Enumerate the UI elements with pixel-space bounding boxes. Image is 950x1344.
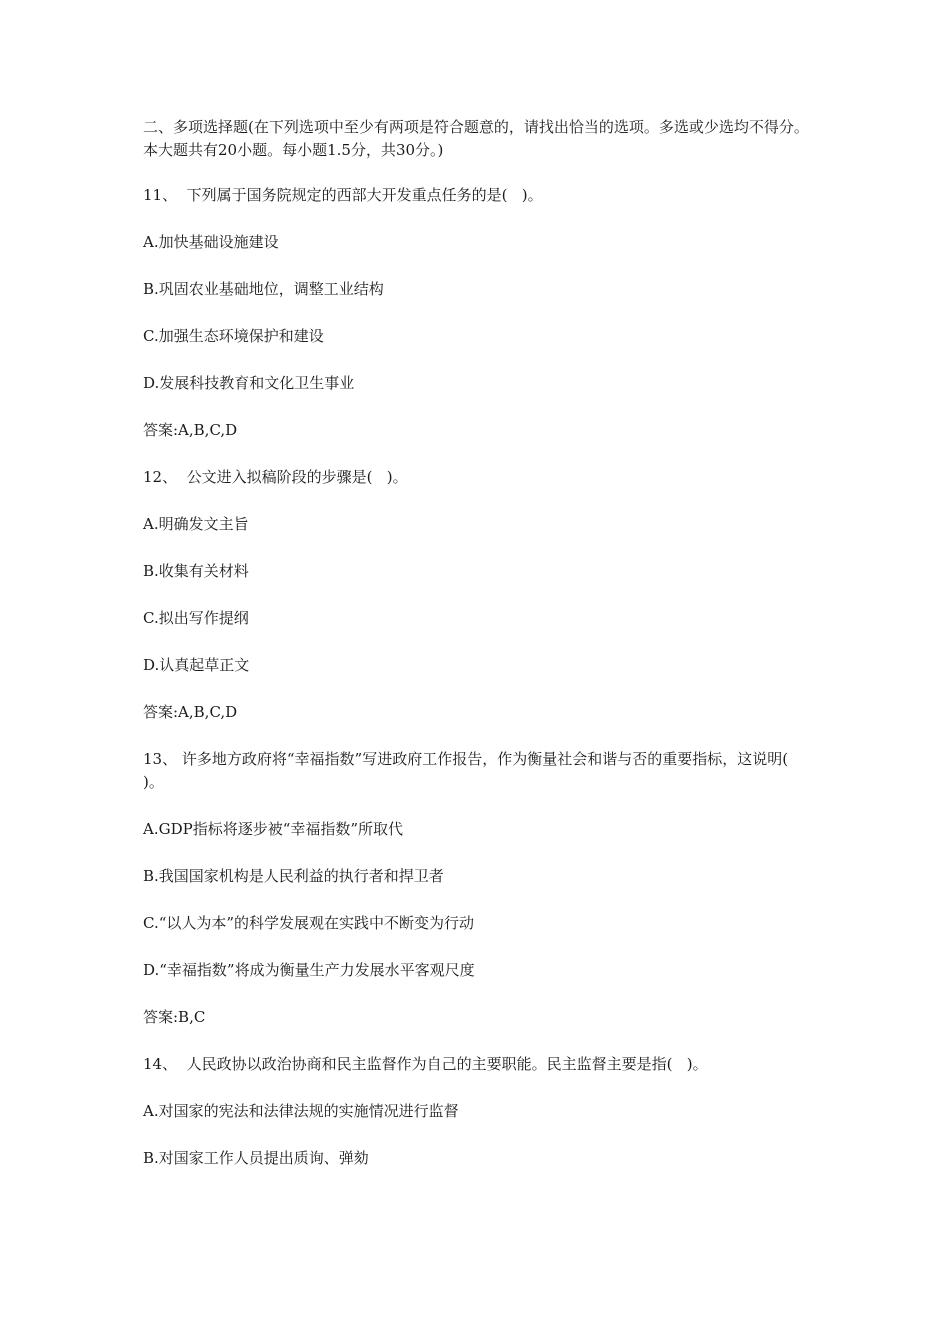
question-stem: 13、 许多地方政府将“幸福指数”写进政府工作报告，作为衡量社会和谐与否的重要指标，这说明( )。 <box>143 750 803 791</box>
option-d: D.“幸福指数”将成为衡量生产力发展水平客观尺度 <box>143 961 475 979</box>
document-page <box>143 116 813 1194</box>
answer: 答案:A,B,C,D <box>143 703 238 721</box>
option-a: A.GDP指标将逐步被“幸福指数”所取代 <box>143 820 404 838</box>
option-b: B.巩固农业基础地位，调整工业结构 <box>143 280 384 298</box>
section-intro: 二、多项选择题(在下列选项中至少有两项是符合题意的，请找出恰当的选项。多选或少选均不得分。本大题共有20小题。每小题1.5分，共30分。) <box>143 118 809 159</box>
option-b: B.对国家工作人员提出质询、弹劾 <box>143 1149 369 1167</box>
option-a: A.明确发文主旨 <box>143 515 249 533</box>
answer: 答案:A,B,C,D <box>143 421 238 439</box>
option-c: C.拟出写作提纲 <box>143 609 249 627</box>
option-d: D.发展科技教育和文化卫生事业 <box>143 374 355 392</box>
option-a: A.对国家的宪法和法律法规的实施情况进行监督 <box>143 1102 459 1120</box>
option-c: C.“以人为本”的科学发展观在实践中不断变为行动 <box>143 914 475 932</box>
question-stem: 14、 人民政协以政治协商和民主监督作为自己的主要职能。民主监督主要是指( )。 <box>143 1055 708 1073</box>
question-stem: 12、 公文进入拟稿阶段的步骤是( )。 <box>143 468 408 486</box>
option-b: B.我国国家机构是人民利益的执行者和捍卫者 <box>143 867 444 885</box>
option-d: D.认真起草正文 <box>143 656 250 674</box>
option-c: C.加强生态环境保护和建设 <box>143 327 324 345</box>
answer: 答案:B,C <box>143 1008 206 1026</box>
question-stem: 11、 下列属于国务院规定的西部大开发重点任务的是( )。 <box>143 186 543 204</box>
option-a: A.加快基础设施建设 <box>143 233 279 251</box>
option-b: B.收集有关材料 <box>143 562 249 580</box>
